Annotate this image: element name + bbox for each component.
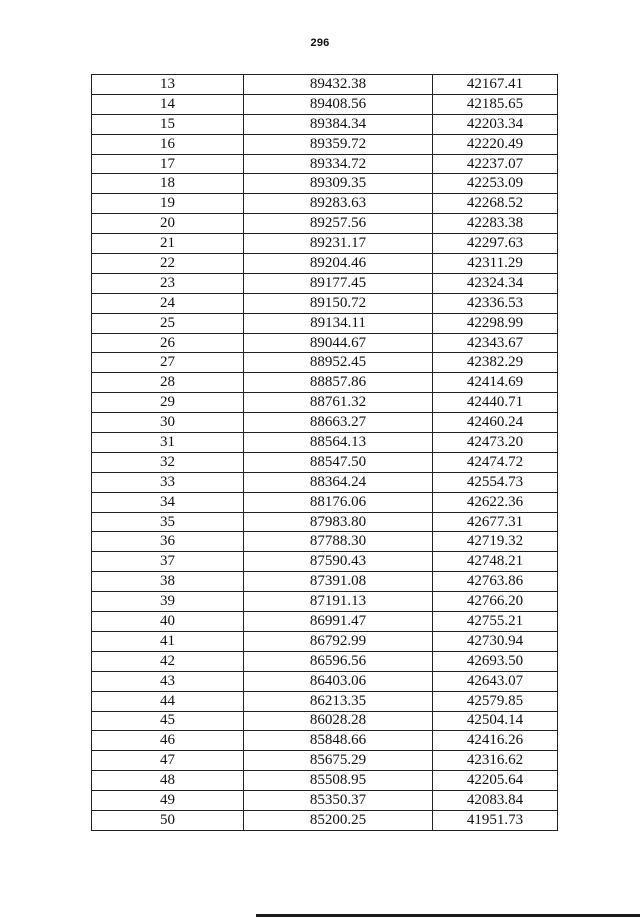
table-row xyxy=(92,572,558,592)
point-number-cell: 27 xyxy=(92,353,244,373)
table-row xyxy=(92,114,558,134)
y-coordinate-cell: 42324.34 xyxy=(433,273,558,293)
table-row xyxy=(92,631,558,651)
y-coordinate-cell: 42416.26 xyxy=(433,731,558,751)
point-number-cell: 20 xyxy=(92,214,244,234)
point-number-cell: 24 xyxy=(92,293,244,313)
x-coordinate-cell: 89231.17 xyxy=(244,234,433,254)
table-row xyxy=(92,75,558,95)
y-coordinate-cell: 41951.73 xyxy=(433,810,558,830)
table-row xyxy=(92,552,558,572)
point-number-cell: 39 xyxy=(92,592,244,612)
x-coordinate-cell: 89257.56 xyxy=(244,214,433,234)
x-coordinate-cell: 89408.56 xyxy=(244,94,433,114)
table-row xyxy=(92,771,558,791)
table-row xyxy=(92,234,558,254)
x-coordinate-cell: 86403.06 xyxy=(244,671,433,691)
table-row xyxy=(92,313,558,333)
table-row xyxy=(92,293,558,313)
point-number-cell: 41 xyxy=(92,631,244,651)
x-coordinate-cell: 89134.11 xyxy=(244,313,433,333)
coordinates-table xyxy=(91,74,558,831)
y-coordinate-cell: 42755.21 xyxy=(433,612,558,632)
point-number-cell: 21 xyxy=(92,234,244,254)
table-row xyxy=(92,651,558,671)
x-coordinate-cell: 88564.13 xyxy=(244,433,433,453)
table-row xyxy=(92,532,558,552)
y-coordinate-cell: 42167.41 xyxy=(433,75,558,95)
y-coordinate-cell: 42554.73 xyxy=(433,472,558,492)
table-row xyxy=(92,711,558,731)
x-coordinate-cell: 88857.86 xyxy=(244,373,433,393)
table-row xyxy=(92,512,558,532)
y-coordinate-cell: 42316.62 xyxy=(433,751,558,771)
point-number-cell: 47 xyxy=(92,751,244,771)
x-coordinate-cell: 85675.29 xyxy=(244,751,433,771)
table-row xyxy=(92,791,558,811)
point-number-cell: 29 xyxy=(92,393,244,413)
y-coordinate-cell: 42748.21 xyxy=(433,552,558,572)
y-coordinate-cell: 42185.65 xyxy=(433,94,558,114)
point-number-cell: 18 xyxy=(92,174,244,194)
y-coordinate-cell: 42283.38 xyxy=(433,214,558,234)
x-coordinate-cell: 86991.47 xyxy=(244,612,433,632)
page-number: 296 xyxy=(310,37,330,49)
point-number-cell: 50 xyxy=(92,810,244,830)
table-row xyxy=(92,592,558,612)
table-row xyxy=(92,810,558,830)
x-coordinate-cell: 87391.08 xyxy=(244,572,433,592)
point-number-cell: 43 xyxy=(92,671,244,691)
table-row xyxy=(92,452,558,472)
x-coordinate-cell: 85200.25 xyxy=(244,810,433,830)
y-coordinate-cell: 42220.49 xyxy=(433,134,558,154)
y-coordinate-cell: 42237.07 xyxy=(433,154,558,174)
x-coordinate-cell: 88952.45 xyxy=(244,353,433,373)
point-number-cell: 16 xyxy=(92,134,244,154)
y-coordinate-cell: 42298.99 xyxy=(433,313,558,333)
point-number-cell: 13 xyxy=(92,75,244,95)
y-coordinate-cell: 42693.50 xyxy=(433,651,558,671)
x-coordinate-cell: 88663.27 xyxy=(244,413,433,433)
table-row xyxy=(92,751,558,771)
table-row xyxy=(92,472,558,492)
point-number-cell: 26 xyxy=(92,333,244,353)
point-number-cell: 22 xyxy=(92,254,244,274)
table-row xyxy=(92,413,558,433)
y-coordinate-cell: 42474.72 xyxy=(433,452,558,472)
table-row xyxy=(92,134,558,154)
x-coordinate-cell: 88176.06 xyxy=(244,492,433,512)
y-coordinate-cell: 42311.29 xyxy=(433,254,558,274)
x-coordinate-cell: 88547.50 xyxy=(244,452,433,472)
point-number-cell: 44 xyxy=(92,691,244,711)
y-coordinate-cell: 42205.64 xyxy=(433,771,558,791)
x-coordinate-cell: 88761.32 xyxy=(244,393,433,413)
point-number-cell: 17 xyxy=(92,154,244,174)
table-row xyxy=(92,393,558,413)
y-coordinate-cell: 42382.29 xyxy=(433,353,558,373)
table-row xyxy=(92,731,558,751)
x-coordinate-cell: 88364.24 xyxy=(244,472,433,492)
table-row xyxy=(92,174,558,194)
y-coordinate-cell: 42440.71 xyxy=(433,393,558,413)
point-number-cell: 35 xyxy=(92,512,244,532)
point-number-cell: 15 xyxy=(92,114,244,134)
y-coordinate-cell: 42460.24 xyxy=(433,413,558,433)
point-number-cell: 37 xyxy=(92,552,244,572)
point-number-cell: 42 xyxy=(92,651,244,671)
y-coordinate-cell: 42730.94 xyxy=(433,631,558,651)
point-number-cell: 34 xyxy=(92,492,244,512)
point-number-cell: 19 xyxy=(92,194,244,214)
x-coordinate-cell: 86596.56 xyxy=(244,651,433,671)
y-coordinate-cell: 42622.36 xyxy=(433,492,558,512)
table-row xyxy=(92,433,558,453)
table-row xyxy=(92,373,558,393)
table-row xyxy=(92,273,558,293)
x-coordinate-cell: 86213.35 xyxy=(244,691,433,711)
table-row xyxy=(92,154,558,174)
y-coordinate-cell: 42677.31 xyxy=(433,512,558,532)
x-coordinate-cell: 89044.67 xyxy=(244,333,433,353)
x-coordinate-cell: 87983.80 xyxy=(244,512,433,532)
table-row xyxy=(92,94,558,114)
point-number-cell: 36 xyxy=(92,532,244,552)
x-coordinate-cell: 89359.72 xyxy=(244,134,433,154)
point-number-cell: 31 xyxy=(92,433,244,453)
scan-edge-line xyxy=(256,914,640,917)
x-coordinate-cell: 89334.72 xyxy=(244,154,433,174)
x-coordinate-cell: 85508.95 xyxy=(244,771,433,791)
y-coordinate-cell: 42343.67 xyxy=(433,333,558,353)
point-number-cell: 45 xyxy=(92,711,244,731)
table-row xyxy=(92,353,558,373)
y-coordinate-cell: 42297.63 xyxy=(433,234,558,254)
point-number-cell: 32 xyxy=(92,452,244,472)
point-number-cell: 40 xyxy=(92,612,244,632)
table-row xyxy=(92,492,558,512)
table-row xyxy=(92,254,558,274)
y-coordinate-cell: 42763.86 xyxy=(433,572,558,592)
x-coordinate-cell: 89177.45 xyxy=(244,273,433,293)
x-coordinate-cell: 89384.34 xyxy=(244,114,433,134)
point-number-cell: 23 xyxy=(92,273,244,293)
x-coordinate-cell: 87590.43 xyxy=(244,552,433,572)
x-coordinate-cell: 85848.66 xyxy=(244,731,433,751)
x-coordinate-cell: 89432.38 xyxy=(244,75,433,95)
y-coordinate-cell: 42579.85 xyxy=(433,691,558,711)
y-coordinate-cell: 42504.14 xyxy=(433,711,558,731)
y-coordinate-cell: 42083.84 xyxy=(433,791,558,811)
y-coordinate-cell: 42414.69 xyxy=(433,373,558,393)
x-coordinate-cell: 87191.13 xyxy=(244,592,433,612)
table-row xyxy=(92,691,558,711)
x-coordinate-cell: 89283.63 xyxy=(244,194,433,214)
x-coordinate-cell: 89150.72 xyxy=(244,293,433,313)
y-coordinate-cell: 42766.20 xyxy=(433,592,558,612)
y-coordinate-cell: 42268.52 xyxy=(433,194,558,214)
table-row xyxy=(92,333,558,353)
x-coordinate-cell: 89309.35 xyxy=(244,174,433,194)
x-coordinate-cell: 86028.28 xyxy=(244,711,433,731)
y-coordinate-cell: 42719.32 xyxy=(433,532,558,552)
table-row xyxy=(92,671,558,691)
y-coordinate-cell: 42336.53 xyxy=(433,293,558,313)
point-number-cell: 38 xyxy=(92,572,244,592)
y-coordinate-cell: 42643.07 xyxy=(433,671,558,691)
point-number-cell: 28 xyxy=(92,373,244,393)
y-coordinate-cell: 42473.20 xyxy=(433,433,558,453)
y-coordinate-cell: 42253.09 xyxy=(433,174,558,194)
x-coordinate-cell: 85350.37 xyxy=(244,791,433,811)
table-row xyxy=(92,214,558,234)
y-coordinate-cell: 42203.34 xyxy=(433,114,558,134)
point-number-cell: 46 xyxy=(92,731,244,751)
table-row xyxy=(92,612,558,632)
x-coordinate-cell: 87788.30 xyxy=(244,532,433,552)
point-number-cell: 49 xyxy=(92,791,244,811)
point-number-cell: 33 xyxy=(92,472,244,492)
point-number-cell: 48 xyxy=(92,771,244,791)
coordinates-table-body xyxy=(92,75,558,831)
table-row xyxy=(92,194,558,214)
point-number-cell: 30 xyxy=(92,413,244,433)
point-number-cell: 14 xyxy=(92,94,244,114)
point-number-cell: 25 xyxy=(92,313,244,333)
x-coordinate-cell: 86792.99 xyxy=(244,631,433,651)
x-coordinate-cell: 89204.46 xyxy=(244,254,433,274)
